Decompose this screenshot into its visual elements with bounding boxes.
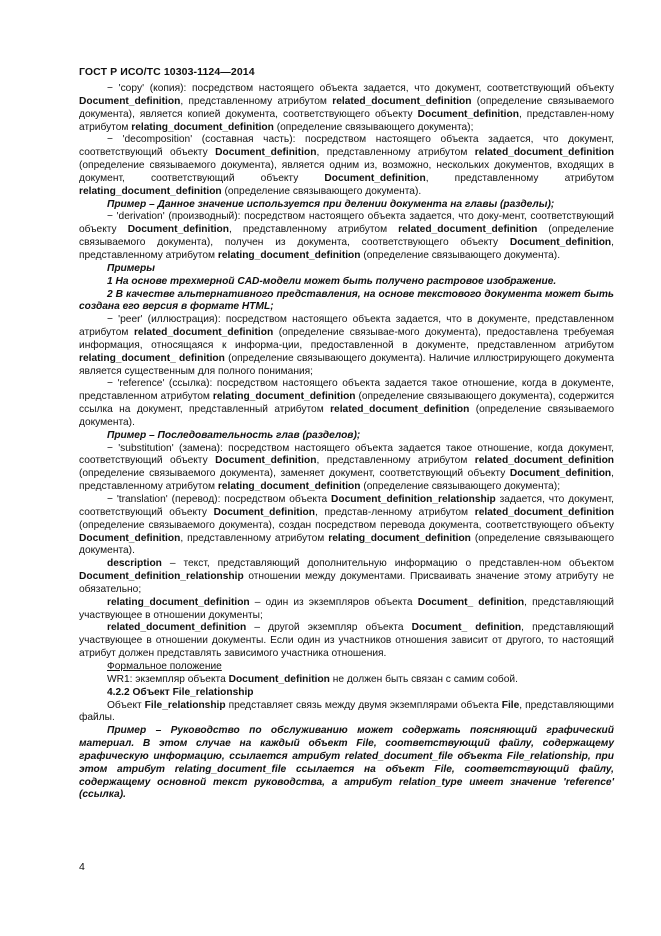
- text-run: Примеры: [107, 262, 155, 274]
- term: related_document_definition: [107, 622, 247, 634]
- text-run: , представленному атрибутом: [180, 95, 333, 107]
- text-run: − 'reference' (ссылка): посредством настоящего объекта задается такое отношение, когда в документе, представленном атрибутом: [79, 378, 614, 403]
- term: description: [107, 558, 162, 570]
- paragraph: [79, 263, 614, 276]
- paragraph: [79, 725, 614, 802]
- paragraph: [79, 199, 614, 212]
- term: Document_ definition: [411, 622, 522, 634]
- text-run: (определение связываемого документа), создан посредством перевода документа, соответствующего объекту: [79, 519, 614, 531]
- text-run: 2 В качестве альтернативного представления, на основе текстового документа может быть создана его версия в формате HTML;: [79, 288, 614, 313]
- paragraph: [79, 211, 614, 262]
- text-run: (определение связывающего документа);: [273, 121, 474, 133]
- text-run: – другой экземпляр объекта: [246, 622, 412, 634]
- text-run: (определение связываемого документа), получен из документа, соответствующего объекту: [79, 224, 614, 249]
- text-run: , представляющими файлы.: [79, 699, 614, 724]
- term: related_document_definition: [330, 404, 470, 416]
- term: File_relationship: [144, 699, 226, 711]
- text-run: отношении между документами. Присваивать значение этому атрибуту не обязательно;: [79, 571, 614, 595]
- paragraph: [79, 134, 614, 198]
- term: Document_definition: [509, 237, 612, 249]
- term: related_document_definition: [332, 95, 472, 107]
- page-number: 4: [79, 861, 85, 873]
- text-run: , представленному атрибутом: [229, 224, 399, 236]
- term: relating_document_definition: [328, 532, 471, 544]
- text-run: (определение связываемого документа), является копией документа, соответствующего объекту: [79, 95, 614, 120]
- term: Document_definition: [324, 172, 426, 184]
- text-run: , представленному атрибутом: [79, 468, 614, 493]
- text-run: (определение связываемого документа), является одним из, возможно, нескольких документов, входящих в документ, соответствующий объекту: [79, 160, 614, 184]
- paragraph: [79, 687, 614, 700]
- term: Document_definition: [509, 468, 612, 480]
- text-run: – один из экземпляров объекта: [249, 596, 418, 608]
- text-run: (определение связывающего документа), содержится ссылка на документ, представленный атрибутом: [79, 391, 614, 416]
- document-body: [79, 83, 614, 802]
- text-run: (определение связывае-мого документа), предоставлена требуемая информация, относящаяся к информа-ции, предоставленной в документе, представленном атрибутом: [79, 327, 614, 351]
- term: Document_definition_relationship: [79, 571, 244, 583]
- term: related_document_definition: [474, 455, 615, 467]
- term: Document_definition: [417, 108, 519, 120]
- term: relating_document_definition: [217, 249, 361, 261]
- term: File: [501, 699, 520, 711]
- paragraph: [79, 430, 614, 443]
- term: relating_document_definition: [107, 596, 250, 608]
- text-run: (определение связывающего документа).: [79, 532, 614, 557]
- term: related_document_definition: [474, 147, 615, 159]
- text-run: , представленному атрибутом: [425, 172, 614, 184]
- term: Document_definition: [215, 147, 317, 159]
- term: Document_definition: [127, 224, 229, 236]
- text-run: Формальное положение: [107, 660, 222, 672]
- text-run: 4.2.2 Объект File_relationship: [107, 686, 254, 698]
- text-run: WR1: экземпляр объекта: [107, 673, 229, 685]
- term: Document_definition: [215, 455, 317, 467]
- term: related_document_definition: [474, 506, 615, 518]
- term: relating_document_definition: [131, 121, 274, 133]
- text-run: , представляющий участвующее в отношении документы;: [79, 596, 614, 621]
- term: Document_definition_relationship: [331, 494, 496, 505]
- term: Document_definition: [228, 673, 330, 685]
- text-run: задается, что документ, соответствующий объекту: [79, 494, 614, 518]
- term: relating_document_definition: [212, 391, 356, 403]
- text-run: , представ-ленному атрибутом: [314, 506, 475, 518]
- text-run: (определение связывающего документа). Наличие иллюстрирующего документа является существенным для полного понимания;: [79, 352, 615, 377]
- term: relating_document_definition: [79, 185, 222, 197]
- text-run: − 'peer' (иллюстрация): посредством настоящего объекта задается, что в документе, представленном атрибутом: [79, 314, 614, 339]
- text-run: представляет связь между двумя экземплярами объекта: [225, 699, 502, 711]
- term: Document_ definition: [417, 596, 525, 608]
- paragraph: [79, 674, 614, 687]
- paragraph: [79, 558, 614, 597]
- text-run: Пример – Данное значение используется при делении документа на главы (разделы);: [107, 198, 555, 210]
- text-run: Пример – Руководство по обслуживанию может содержать поясняющий графический материал. В этом случае на каждый объект File, соответствующий файлу, содержащему графическую информацию, ссылается атрибут related_document_file объекта File_relationship, при этом атрибут relating_document_file ссылается на объект File, соответствующий файлу, содержащему основной текст руководства, а атрибут relation_type имеет значение 'reference' (ссылка).: [79, 725, 614, 801]
- text-run: , представленному атрибутом: [180, 532, 329, 544]
- paragraph: [79, 597, 614, 623]
- text-run: − 'copy' (копия): посредством настоящего объекта задается, что документ, соответствующий объекту: [107, 83, 614, 94]
- text-run: (определение связывающего документа).: [221, 185, 422, 197]
- text-run: , представленному атрибутом: [316, 147, 475, 159]
- text-run: , представленному атрибутом: [316, 455, 475, 467]
- text-run: − 'translation' (перевод): посредством объекта: [107, 494, 332, 505]
- text-run: − 'derivation' (производный): посредством настоящего объекта задается, что доку-мент, соответствующий объекту: [79, 211, 614, 236]
- paragraph: [79, 83, 614, 134]
- text-run: Объект: [107, 699, 145, 711]
- text-run: не должен быть связан с самим собой.: [329, 673, 518, 685]
- text-run: , представленному атрибутом: [79, 237, 614, 261]
- paragraph: [79, 289, 614, 315]
- text-run: (определение связывающего документа);: [360, 481, 561, 493]
- paragraph: [79, 700, 614, 726]
- text-run: Пример – Последовательность глав (разделов);: [107, 429, 361, 441]
- paragraph: [79, 622, 614, 661]
- term: relating_document_definition: [217, 481, 361, 493]
- text-run: − 'substitution' (замена): посредством настоящего объекта задается такое отношение, когда документ, соответствующий объекту: [79, 442, 614, 467]
- text-run: (определение связывающего документа).: [360, 249, 561, 261]
- paragraph: [79, 276, 614, 289]
- term: related_document_definition: [398, 224, 538, 236]
- text-run: (определение связываемого документа).: [79, 404, 614, 428]
- term: related_document_definition: [133, 327, 274, 339]
- paragraph: [79, 378, 614, 429]
- text-run: (определение связываемого документа), заменяет документ, соответствующий объекту: [79, 468, 510, 480]
- term: Document_definition: [79, 95, 181, 107]
- text-run: – текст, представляющий дополнительную информацию о представлен-ном объектом: [161, 558, 614, 570]
- term: Document_definition: [79, 532, 181, 544]
- paragraph: [79, 443, 614, 494]
- term: relating_document_ definition: [79, 352, 225, 364]
- page-header: ГОСТ Р ИСО/ТС 10303-1124—2014: [79, 66, 255, 78]
- term: Document_definition: [213, 506, 315, 518]
- text-run: , представляющий участвующее в отношении документы. Если один из участников отношения зависит от другого, то настоящий атрибут должен представлять зависимого участника отношения.: [79, 622, 614, 660]
- text-run: − 'decomposition' (составная часть): посредством настоящего объекта задается, что документ, соответствующий объекту: [79, 134, 614, 159]
- paragraph: [79, 661, 614, 674]
- paragraph: [79, 494, 614, 558]
- paragraph: [79, 314, 614, 378]
- text-run: 1 На основе трехмерной CAD-модели может быть получено растровое изображение.: [107, 275, 557, 287]
- text-run: , представлен-ному атрибутом: [79, 108, 614, 133]
